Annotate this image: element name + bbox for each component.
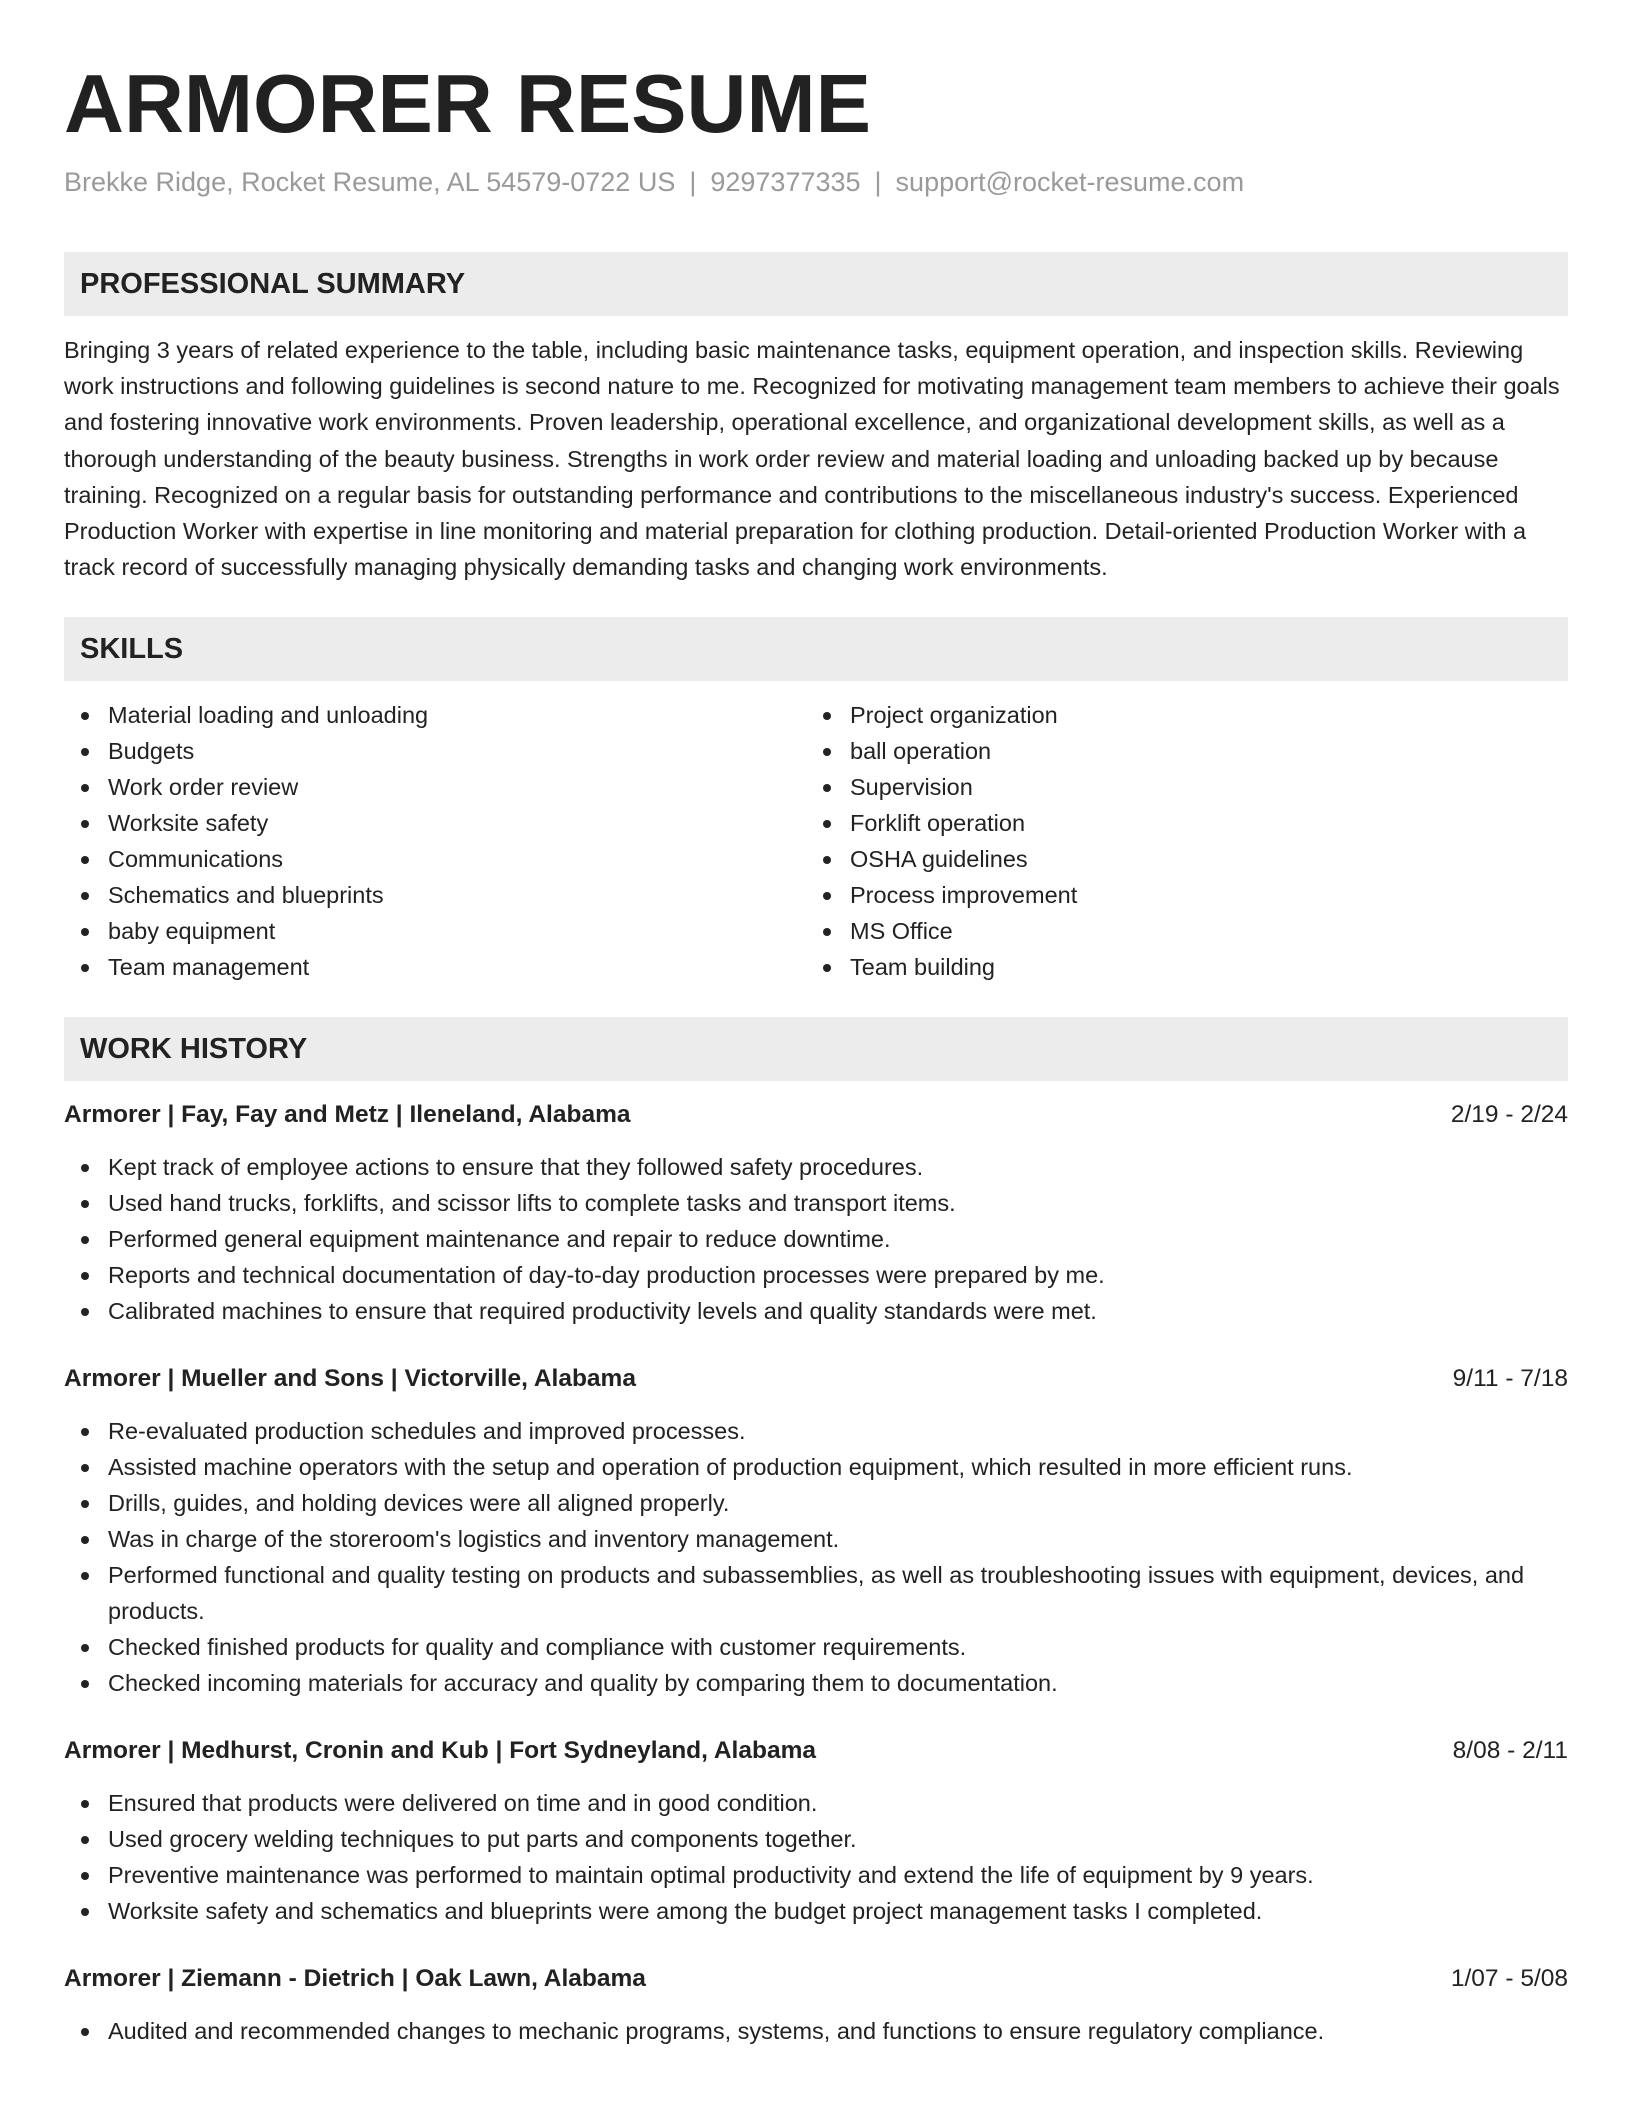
skill-item: baby equipment (64, 913, 806, 949)
job-bullet: Performed general equipment maintenance and repair to reduce downtime. (64, 1221, 1568, 1257)
job-bullet: Used grocery welding techniques to put parts and components together. (64, 1821, 1568, 1857)
skill-item: OSHA guidelines (806, 841, 1548, 877)
resume-page (64, 0, 1568, 2049)
skill-item: ball operation (806, 733, 1548, 769)
skill-item: Communications (64, 841, 806, 877)
skill-item: Schematics and blueprints (64, 877, 806, 913)
job-header (64, 1097, 1568, 1133)
skill-item: Supervision (806, 769, 1548, 805)
job-header (64, 1961, 1568, 1997)
job-bullet: Used hand trucks, forklifts, and scissor lifts to complete tasks and transport items. (64, 1185, 1568, 1221)
job-title: Armorer | Medhurst, Cronin and Kub | Fort Sydneyland, Alabama (64, 1737, 816, 1765)
job-bullet: Performed functional and quality testing on products and subassemblies, as well as troubleshooting issues with equipment, devices, and products. (64, 1557, 1568, 1629)
contact-address: Brekke Ridge, Rocket Resume, AL 54579-0722 US (64, 167, 676, 197)
skill-item: Process improvement (806, 877, 1548, 913)
job-bullet: Drills, guides, and holding devices were all aligned properly. (64, 1485, 1568, 1521)
job-dates: 1/07 - 5/08 (1450, 1965, 1568, 1993)
contact-email: support@rocket-resume.com (895, 167, 1245, 197)
job-bullet: Reports and technical documentation of day-to-day production processes were prepared by me. (64, 1257, 1568, 1293)
skill-item: Material loading and unloading (64, 697, 806, 733)
job-bullets (64, 2013, 1568, 2049)
job-entry (64, 1097, 1568, 1329)
job-bullet: Preventive maintenance was performed to maintain optimal productivity and extend the life of equipment by 9 years. (64, 1857, 1568, 1893)
skill-item: Forklift operation (806, 805, 1548, 841)
skills-column-right (806, 697, 1548, 985)
job-bullet: Re-evaluated production schedules and improved processes. (64, 1413, 1568, 1449)
job-title: Armorer | Mueller and Sons | Victorville, Alabama (64, 1365, 636, 1393)
job-header (64, 1733, 1568, 1769)
skill-item: Team management (64, 949, 806, 985)
skill-item: Budgets (64, 733, 806, 769)
job-entry (64, 1961, 1568, 2049)
skills-list (64, 697, 1568, 985)
job-entry (64, 1361, 1568, 1701)
section-header-work-history: WORK HISTORY (64, 1017, 1568, 1081)
job-bullets (64, 1149, 1568, 1329)
job-bullet: Ensured that products were delivered on time and in good condition. (64, 1785, 1568, 1821)
job-bullet: Kept track of employee actions to ensure that they followed safety procedures. (64, 1149, 1568, 1185)
skill-item: Work order review (64, 769, 806, 805)
job-bullet: Was in charge of the storeroom's logistics and inventory management. (64, 1521, 1568, 1557)
section-header-skills: SKILLS (64, 617, 1568, 681)
skills-column-left (64, 697, 806, 985)
contact-separator: | (689, 167, 697, 197)
job-dates: 8/08 - 2/11 (1452, 1737, 1568, 1765)
job-bullet: Checked incoming materials for accuracy and quality by comparing them to documentation. (64, 1665, 1568, 1701)
section-header-summary: PROFESSIONAL SUMMARY (64, 252, 1568, 316)
job-bullet: Checked finished products for quality and compliance with customer requirements. (64, 1629, 1568, 1665)
job-entry (64, 1733, 1568, 1929)
skill-item: MS Office (806, 913, 1548, 949)
skill-item: Worksite safety (64, 805, 806, 841)
job-bullet: Calibrated machines to ensure that required productivity levels and quality standards were met. (64, 1293, 1568, 1329)
job-title: Armorer | Ziemann - Dietrich | Oak Lawn, Alabama (64, 1965, 646, 1993)
skill-item: Project organization (806, 697, 1548, 733)
summary-text: Bringing 3 years of related experience to the table, including basic maintenance tasks, equipment operation, and inspection skills. Reviewing work instructions and following guidelines is second nature to me. Recognized for motivating management team members to achieve their goals and fostering innovative work environments. Proven leadership, operational excellence, and organizational development skills, as well as a thorough understanding of the beauty business. Strengths in work order review and material loading and unloading backed up by because training. Recognized on a regular basis for outstanding performance and contributions to the miscellaneous industry's success. Experienced Production Worker with expertise in line monitoring and material preparation for clothing production. Detail-oriented Production Worker with a track record of successfully managing physically demanding tasks and changing work environments. (64, 337, 1560, 581)
job-dates: 9/11 - 7/18 (1452, 1365, 1568, 1393)
job-bullet: Worksite safety and schematics and blueprints were among the budget project management tasks I completed. (64, 1893, 1568, 1929)
job-bullet: Audited and recommended changes to mechanic programs, systems, and functions to ensure regulatory compliance. (64, 2013, 1568, 2049)
job-header (64, 1361, 1568, 1397)
contact-phone: 9297377335 (710, 167, 861, 197)
contact-line (64, 164, 1568, 200)
job-bullets (64, 1413, 1568, 1701)
contact-separator: | (874, 167, 882, 197)
job-dates: 2/19 - 2/24 (1450, 1101, 1568, 1129)
job-bullet: Assisted machine operators with the setup and operation of production equipment, which resulted in more efficient runs. (64, 1449, 1568, 1485)
job-bullets (64, 1785, 1568, 1929)
job-title: Armorer | Fay, Fay and Metz | Ileneland, Alabama (64, 1101, 631, 1129)
skill-item: Team building (806, 949, 1548, 985)
resume-title: ARMORER RESUME (64, 57, 871, 150)
